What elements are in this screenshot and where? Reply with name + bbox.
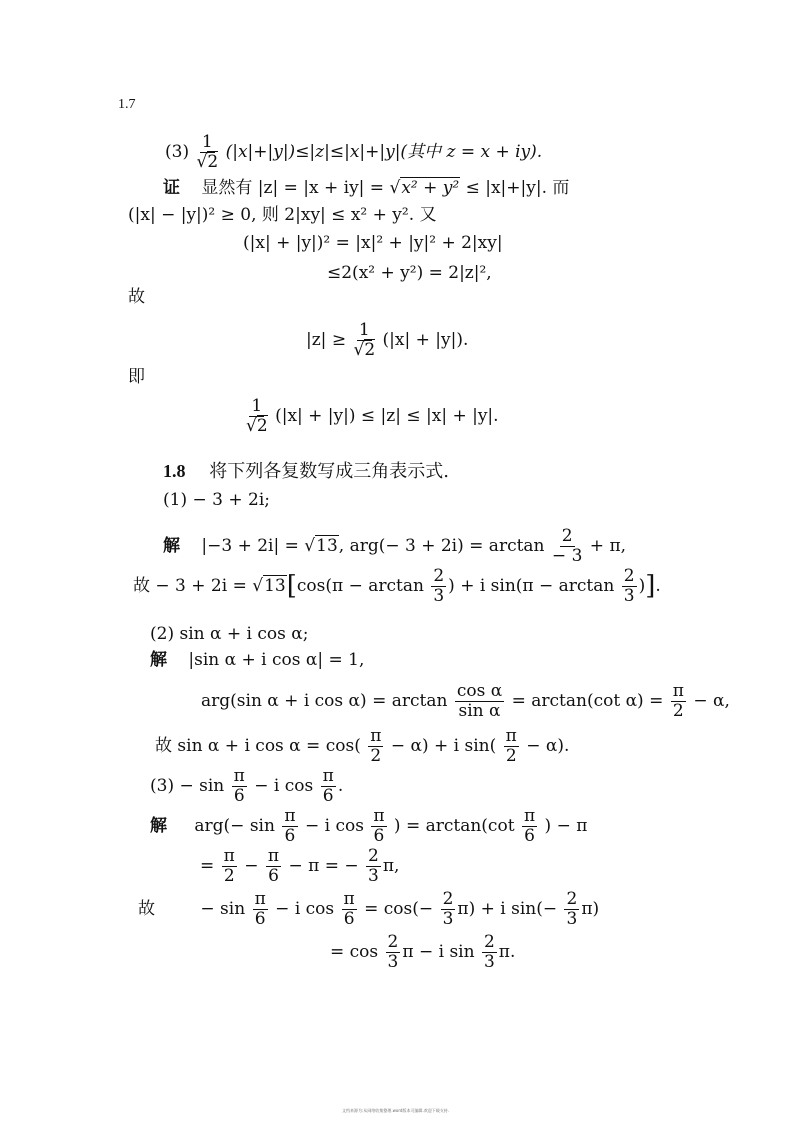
radicand: 2	[256, 416, 268, 436]
problem-1-8-title	[163, 462, 449, 481]
minus: −	[244, 856, 259, 876]
fraction-pi-over-6	[282, 808, 297, 845]
conclusion-line	[306, 322, 468, 359]
fraction-2-over-3	[386, 934, 401, 971]
frac-num: π	[223, 846, 235, 866]
fraction-pi-over-6	[522, 808, 537, 845]
frac-num: 1	[251, 396, 263, 416]
therefore-label: 故	[133, 576, 150, 596]
pi-period: π.	[498, 942, 516, 962]
frac-num: 2	[442, 889, 454, 909]
problem-1-7-3-statement	[165, 134, 542, 171]
problem-number: 1.8	[163, 461, 186, 481]
frac-den: 6	[233, 786, 245, 806]
fraction-pi-over-6	[266, 848, 281, 885]
text-a: (3) − sin	[150, 776, 225, 796]
fraction-pi-over-2	[368, 728, 383, 765]
frac-num: 2	[433, 566, 445, 586]
fraction-2-over-3	[482, 934, 497, 971]
frac-den: √2	[196, 152, 219, 172]
frac-den: 2	[505, 746, 517, 766]
solution-label: 解	[150, 650, 167, 670]
close-paren: − α).	[526, 736, 570, 756]
subproblem-3	[150, 768, 343, 805]
fraction-one-over-root2	[246, 398, 268, 435]
close-paren: )	[638, 576, 646, 596]
subproblem-1: (1) − 3 + 2i;	[163, 490, 270, 510]
frac-den: 6	[343, 909, 355, 929]
frac-den: − 3	[551, 546, 583, 566]
solution-1-line-2	[133, 568, 661, 605]
proof-label: 证	[163, 178, 180, 198]
proof-line-4: ≤2(x² + y²) = 2|z|²,	[327, 263, 492, 283]
solution-3-line-3	[138, 891, 599, 928]
fraction-2-over-3	[441, 891, 456, 928]
proof-text-a: 显然有 |z| = |x + iy| =	[201, 178, 390, 198]
solution-2-line-1	[150, 652, 364, 669]
pi-comma: π,	[382, 856, 400, 876]
solution-3-line-1	[150, 808, 587, 845]
cos-part: cos(π − arctan	[296, 576, 424, 596]
subproblem-2: (2) sin α + i cos α;	[150, 624, 309, 644]
frac-num: 2	[368, 846, 379, 866]
conclusion-left: |z| ≥	[306, 330, 347, 350]
sqrt-13: √13	[252, 576, 286, 596]
frac-num: 1	[201, 132, 213, 152]
minus-sin: − sin	[200, 899, 246, 919]
solution-2-line-3	[155, 728, 569, 765]
frac-num: π	[267, 846, 280, 866]
minus-pi-eq: − π = −	[288, 856, 359, 876]
fraction-2-over-3	[622, 568, 637, 605]
radicand: 13	[264, 576, 286, 596]
fraction-pi-over-6	[321, 768, 336, 805]
frac-den: 6	[524, 826, 535, 846]
plus-pi: + π,	[589, 536, 627, 556]
final-right: (|x| + |y|) ≤ |z| ≤ |x| + |y|.	[275, 406, 499, 426]
frac-den: 3	[433, 586, 445, 606]
conclusion-right: (|x| + |y|).	[382, 330, 469, 350]
radicand: 2	[364, 340, 376, 360]
fraction-one-over-root2	[353, 322, 375, 359]
period: .	[655, 576, 661, 596]
frac-num: 2	[387, 932, 399, 952]
fraction-pi-over-2	[671, 683, 686, 720]
final-inequality	[244, 398, 499, 435]
radicand: 2	[207, 152, 219, 172]
period: .	[337, 776, 344, 796]
proof-line-2: (|x| − |y|)² ≥ 0, 则 2|xy| ≤ x² + y². 又	[128, 205, 437, 225]
sqrt-13: √13	[304, 536, 338, 556]
frac-num: π	[370, 726, 382, 746]
fraction-pi-over-6	[342, 891, 357, 928]
frac-num: 2	[561, 526, 573, 546]
proof-line-1	[163, 180, 569, 197]
footer-note: 文档来源为:从网络收集整理.word版本可编辑.欢迎下载支持.	[342, 1108, 449, 1113]
inequality: (|x|+|y|)≤|z|≤|x|+|y|(其中 z = x + iy).	[225, 142, 543, 162]
cos-part: sin α + i cos α = cos(	[177, 736, 361, 756]
arg-text: arg(− sin	[194, 816, 275, 836]
frac-num: π	[254, 889, 266, 909]
frac-den: 6	[322, 786, 334, 806]
item-label: (3)	[165, 142, 190, 162]
frac-den: 6	[254, 909, 266, 929]
arg-text: arg(sin α + i cos α) = arctan	[201, 691, 448, 711]
radicand: 13	[316, 536, 338, 556]
frac-num: 2	[623, 566, 635, 586]
frac-den: 2	[672, 701, 684, 721]
fraction-2-over-neg3	[552, 528, 582, 565]
frac-den: 6	[284, 826, 296, 846]
frac-den: 6	[268, 866, 279, 886]
proof-line-3: (|x| + |y|)² = |x|² + |y|² + 2|xy|	[243, 233, 503, 253]
frac-num: π	[505, 726, 517, 746]
frac-num: π	[672, 681, 684, 701]
fraction-pi-over-2	[504, 728, 519, 765]
icos-text: − i cos	[304, 816, 364, 836]
frac-num: 1	[358, 320, 370, 340]
frac-num: π	[322, 766, 334, 786]
fraction-2-over-3	[564, 891, 579, 928]
frac-den: 3	[566, 909, 578, 929]
sin-part: π) + i sin(−	[457, 899, 558, 919]
solution-1-line-1	[163, 528, 626, 565]
trig-left: − 3 + 2i =	[155, 576, 253, 596]
text-b: − i cos	[254, 776, 314, 796]
fraction-pi-over-6	[371, 808, 386, 845]
sin-part: ) + i sin(π − arctan	[448, 576, 615, 596]
sqrt-x2y2: √x² + y²	[389, 178, 460, 198]
therefore-label: 故	[128, 287, 145, 307]
close-paren: π)	[581, 899, 600, 919]
minus-pi: ) − π	[544, 816, 588, 836]
section-number: 1.7	[118, 97, 136, 112]
pi-minus-isin: π − i sin	[402, 942, 475, 962]
cos-part: = cos(−	[364, 899, 434, 919]
problem-text: 将下列各复数写成三角表示式.	[209, 461, 449, 482]
frac-num: 2	[483, 932, 495, 952]
frac-num: π	[343, 889, 355, 909]
frac-den: 3	[623, 586, 635, 606]
frac-num: cos α	[456, 681, 503, 701]
frac-den: 3	[368, 866, 379, 886]
left-bracket: [	[286, 571, 297, 602]
frac-den: √2	[353, 340, 376, 360]
arctan-cot: ) = arctan(cot	[393, 816, 515, 836]
icos-text: − i cos	[275, 899, 335, 919]
fraction-2-over-3	[366, 848, 381, 885]
frac-num: 2	[566, 889, 578, 909]
sin-part: − α) + i sin(	[390, 736, 497, 756]
fraction-pi-over-6	[253, 891, 268, 928]
radicand: x² + y²	[401, 178, 460, 198]
frac-num: π	[233, 766, 245, 786]
minus-alpha: − α,	[693, 691, 730, 711]
frac-den: 3	[442, 909, 454, 929]
arg-text: , arg(− 3 + 2i) = arctan	[338, 536, 545, 556]
frac-den: sin α	[458, 701, 501, 721]
fraction-pi-over-6	[232, 768, 247, 805]
proof-text-b: ≤ |x|+|y|. 而	[460, 178, 570, 198]
frac-den: 2	[223, 866, 235, 886]
fraction-one-over-root2	[197, 134, 219, 171]
namely-label: 即	[128, 367, 145, 387]
equals-cos: = cos	[330, 942, 379, 962]
frac-num: π	[284, 806, 296, 826]
frac-num: π	[373, 806, 385, 826]
therefore-label: 故	[138, 899, 155, 919]
modulus-text: |sin α + i cos α| = 1,	[188, 650, 365, 670]
equals: =	[200, 856, 215, 876]
therefore-label: 故	[155, 736, 172, 756]
solution-label: 解	[150, 816, 167, 836]
solution-2-line-2	[201, 683, 730, 720]
fraction-cos-over-sin	[455, 683, 504, 720]
fraction-pi-over-2	[222, 848, 237, 885]
arctan-cot: = arctan(cot α) =	[511, 691, 669, 711]
frac-den: 6	[373, 826, 385, 846]
frac-num: π	[523, 806, 536, 826]
frac-den: 3	[483, 952, 495, 972]
fraction-2-over-3	[431, 568, 446, 605]
solution-3-line-4	[330, 934, 515, 971]
modulus-text: |−3 + 2i| =	[201, 536, 305, 556]
frac-den: 2	[370, 746, 382, 766]
frac-den: 3	[387, 952, 399, 972]
right-bracket: ]	[645, 571, 656, 602]
frac-den: √2	[246, 416, 268, 436]
solution-3-line-2	[200, 848, 399, 885]
solution-label: 解	[163, 536, 180, 556]
